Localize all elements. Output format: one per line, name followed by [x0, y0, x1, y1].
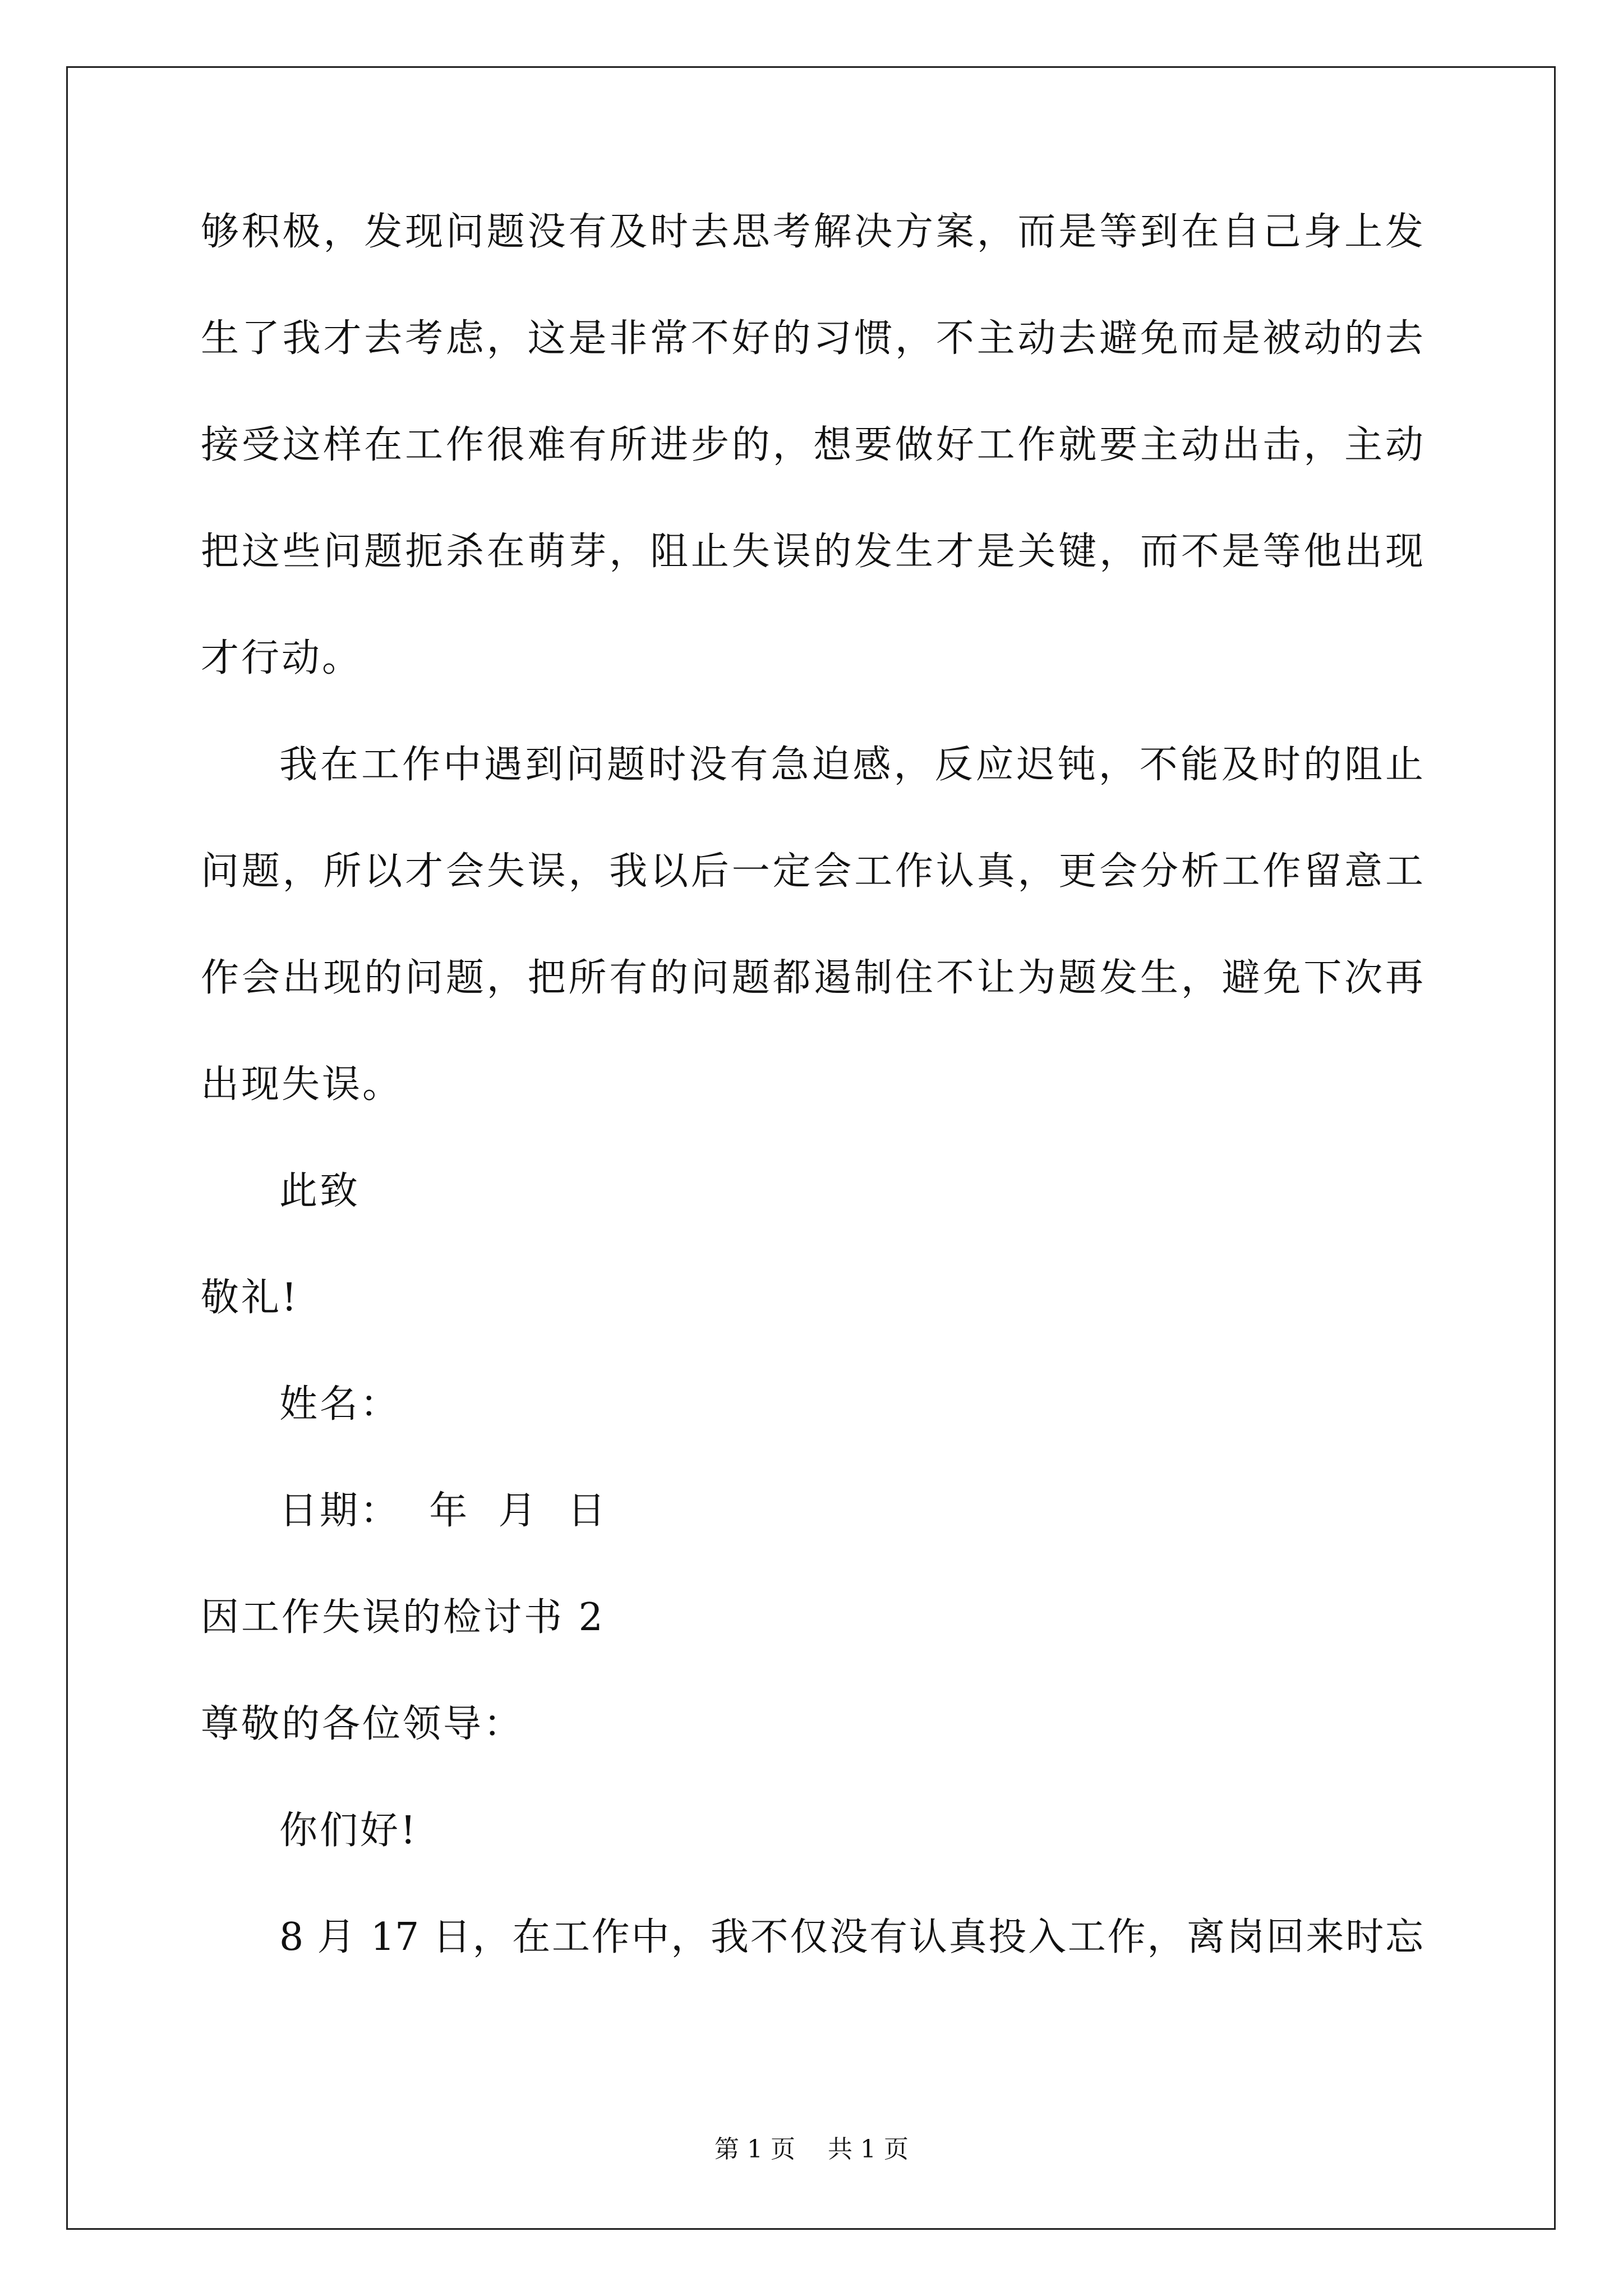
closing-salutation: 此致	[279, 1169, 361, 1213]
letter-greeting: 你们好!	[279, 1809, 418, 1853]
page-number-current: 第 1 页	[714, 2135, 795, 2164]
text-line-6: 我在工作中遇到问题时没有急迫感，反应迟钝，不能及时的阻止	[279, 743, 1423, 787]
text-line-3: 接受这样在工作很难有所进步的，想要做好工作就要主动出击，主动	[201, 423, 1423, 467]
text-line-17: 8 月 17 日，在工作中，我不仅没有认真投入工作，离岗回来时忘	[279, 1915, 1423, 1959]
signature-name: 姓名：	[279, 1382, 401, 1427]
page-footer	[0, 2137, 1623, 2162]
text-line-7: 问题，所以才会失误，我以后一定会工作认真，更会分析工作留意工	[201, 849, 1423, 894]
text-line-9: 出现失误。	[201, 1062, 403, 1107]
section-title: 因工作失误的检讨书 2	[201, 1595, 605, 1640]
letter-addressee: 尊敬的各位领导：	[201, 1702, 524, 1746]
text-line-1: 够积极，发现问题没有及时去思考解决方案，而是等到在自己身上发	[201, 210, 1423, 254]
page-border	[66, 66, 1556, 2230]
text-line-5: 才行动。	[201, 636, 363, 680]
signature-date: 日期： 年 月 日	[279, 1489, 608, 1533]
text-line-2: 生了我才去考虑，这是非常不好的习惯，不主动去避免而是被动的去	[201, 316, 1423, 361]
closing-regards: 敬礼!	[201, 1276, 299, 1320]
page-number-total: 共 1 页	[828, 2135, 909, 2164]
text-line-8: 作会出现的问题，把所有的问题都遏制住不让为题发生，避免下次再	[201, 956, 1423, 1000]
text-line-4: 把这些问题扼杀在萌芽，阻止失误的发生才是关键，而不是等他出现	[201, 530, 1423, 574]
